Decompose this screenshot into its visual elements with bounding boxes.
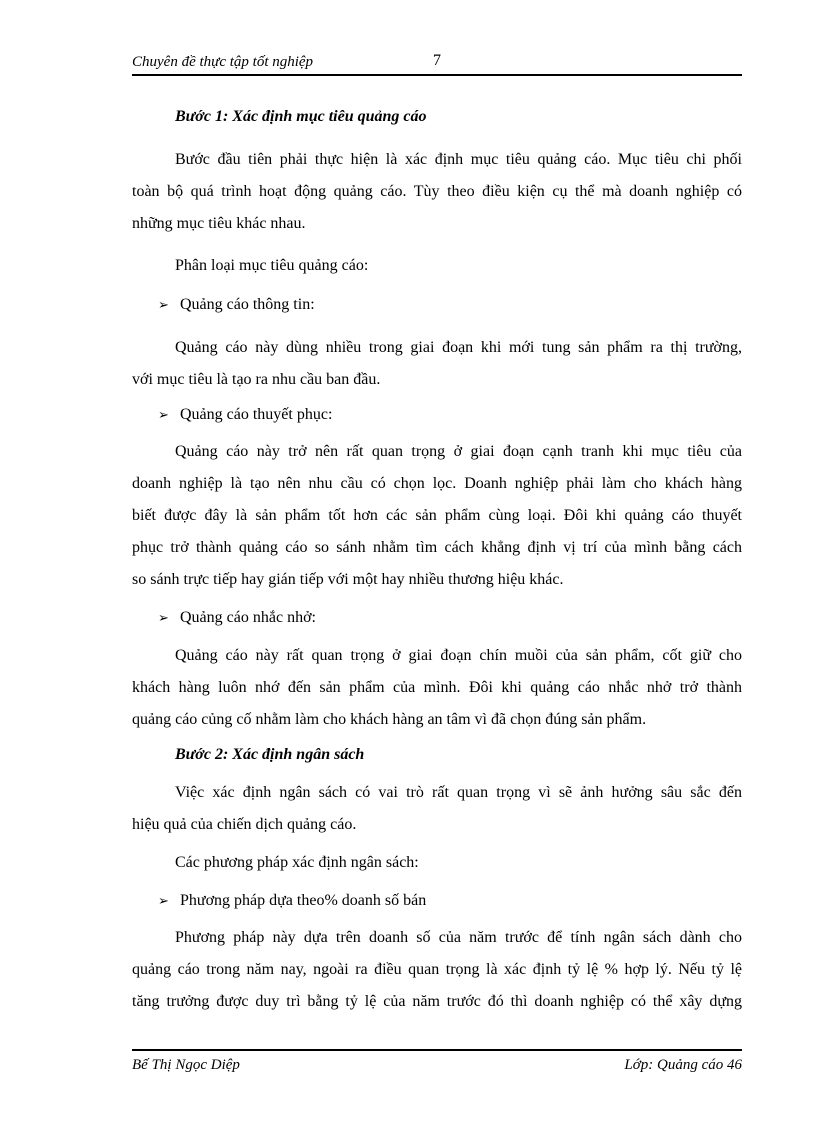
paragraph-line: so sánh trực tiếp hay gián tiếp với một hay nhiều thương hiệu khác. xyxy=(132,571,564,588)
bullet-item xyxy=(158,609,316,627)
bullet-label: Phương pháp dựa theo% doanh số bán xyxy=(180,892,427,909)
paragraph-line: phục trở thành quảng cáo so sánh nhằm tìm cách khẳng định vị trí của mình bằng cách xyxy=(132,539,742,556)
paragraph-line: biết được đây là sản phẩm tốt hơn các sản phẩm cùng loại. Đôi khi quảng cáo thuyết xyxy=(132,507,742,524)
bullet-label: Quảng cáo thuyết phục: xyxy=(180,406,333,423)
arrow-bullet-icon: ➢ xyxy=(158,893,169,908)
bullet-label: Quảng cáo nhắc nhở: xyxy=(180,609,316,626)
paragraph-line: hiệu quả của chiến dịch quảng cáo. xyxy=(132,816,357,833)
page-header xyxy=(132,52,742,76)
paragraph-line: toàn bộ quá trình hoạt động quảng cáo. Tùy theo điều kiện cụ thể mà doanh nghiệp có xyxy=(132,183,742,200)
bullet-item xyxy=(158,296,315,314)
page-number: 7 xyxy=(433,52,441,69)
bullet-label: Quảng cáo thông tin: xyxy=(180,296,315,313)
header-title: Chuyên đề thực tập tốt nghiệp xyxy=(132,54,314,70)
paragraph-line: Quảng cáo này trở nên rất quan trọng ở giai đoạn cạnh tranh khi mục tiêu của xyxy=(175,443,742,460)
page-footer xyxy=(132,1049,742,1073)
paragraph-line: Quảng cáo này dùng nhiều trong giai đoạn khi mới tung sản phẩm ra thị trường, xyxy=(175,339,742,356)
footer-class: Lớp: Quảng cáo 46 xyxy=(624,1057,742,1073)
paragraph-line: Quảng cáo này rất quan trọng ở giai đoạn chín muồi của sản phẩm, cốt giữ cho xyxy=(175,647,742,664)
bullet-item xyxy=(158,892,426,910)
classify-label: Phân loại mục tiêu quảng cáo: xyxy=(175,257,369,274)
step2-heading: Bước 2: Xác định ngân sách xyxy=(175,746,365,763)
paragraph-line: với mục tiêu là tạo ra nhu cầu ban đầu. xyxy=(132,371,381,388)
step1-heading: Bước 1: Xác định mục tiêu quảng cáo xyxy=(175,108,427,125)
paragraph-line: Phương pháp này dựa trên doanh số của năm trước để tính ngân sách dành cho xyxy=(175,929,742,946)
paragraph-line: Việc xác định ngân sách có vai trò rất quan trọng vì sẽ ảnh hưởng sâu sắc đến xyxy=(175,784,742,801)
bullet-item xyxy=(158,406,332,424)
paragraph-line: tăng trưởng được duy trì bằng tỷ lệ của năm trước đó thì doanh nghiệp có thể xây dựng xyxy=(132,993,742,1010)
paragraph-line: Bước đầu tiên phải thực hiện là xác định mục tiêu quảng cáo. Mục tiêu chi phối xyxy=(175,151,742,168)
paragraph-line: những mục tiêu khác nhau. xyxy=(132,215,306,232)
arrow-bullet-icon: ➢ xyxy=(158,297,169,312)
methods-label: Các phương pháp xác định ngân sách: xyxy=(175,854,419,871)
arrow-bullet-icon: ➢ xyxy=(158,407,169,422)
paragraph-line: khách hàng luôn nhớ đến sản phẩm của mình. Đôi khi quảng cáo nhắc nhở trở thành xyxy=(132,679,742,696)
arrow-bullet-icon: ➢ xyxy=(158,610,169,625)
footer-author: Bế Thị Ngọc Diệp xyxy=(132,1057,240,1073)
paragraph-line: quảng cáo trong năm nay, ngoài ra điều quan trọng là xác định tỷ lệ % hợp lý. Nếu tỷ lệ xyxy=(132,961,742,978)
paragraph-line: quảng cáo củng cố nhằm làm cho khách hàng an tâm vì đã chọn đúng sản phẩm. xyxy=(132,711,647,728)
paragraph-line: doanh nghiệp là tạo nên nhu cầu có chọn lọc. Doanh nghiệp phải làm cho khách hàng xyxy=(132,475,742,492)
